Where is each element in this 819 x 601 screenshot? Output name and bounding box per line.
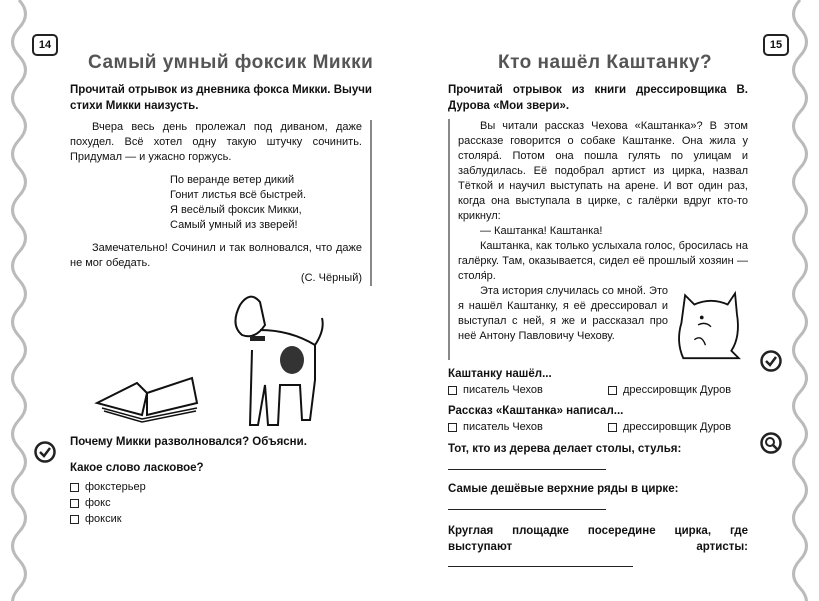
question: Каштанку нашёл... [448, 368, 552, 380]
left-page-content [70, 82, 372, 527]
paragraph: Вы читали рассказ Чехова «Каштанка»? В этом рассказе говорится о собаке Каштанке. Она жила у столяра́. Потом она пошла гулять по улицам и заблудилась. Её подобрал артист из цирка, назвал Тёткой и научил выступать на арене. И вот один раз, когда она выступала в цирке, с галёрки вдруг кто-то крикнул: [458, 120, 748, 222]
option-checkbox[interactable] [608, 419, 731, 435]
task-instruction: Прочитай отрывок из дневника фокса Микки. Выучи стихи Микки наизусть. [70, 84, 372, 112]
page-title: Самый умный фоксик Микки [88, 52, 374, 73]
check-icon [34, 441, 56, 463]
poem-line: По веранде ветер дикий [170, 174, 295, 186]
diary-excerpt [70, 120, 372, 286]
task-instruction: Прочитай отрывок из книги дрессировщика В. Дурова «Мои звери». [448, 84, 748, 112]
option-label: фокстерьер [85, 481, 146, 493]
option-label: дрессировщик Дуров [623, 421, 732, 433]
page-number: 15 [763, 34, 789, 56]
magnifier-icon [760, 432, 782, 454]
book-excerpt [448, 119, 748, 360]
page-title: Кто нашёл Каштанку? [498, 52, 713, 73]
poem [170, 173, 362, 233]
answer-line[interactable] [448, 555, 633, 567]
option-checkbox[interactable] [70, 479, 372, 495]
answer-line[interactable] [448, 498, 606, 510]
question-text: Круглая площадке посередине цирка, где выступают артисты: [448, 525, 748, 553]
fox-terrier-illustration [220, 290, 335, 428]
question: Тот, кто из дерева делает столы, стулья: [448, 443, 682, 455]
question: Самые дешёвые верхние ряды в цирке: [448, 483, 679, 495]
check-icon [760, 350, 782, 372]
paragraph: — Каштанка! Каштанка! [480, 225, 603, 237]
option-checkbox[interactable] [608, 382, 731, 398]
paragraph: Эта история случилась со мной. Это я нашёл Каштанку, я её дрессировал и выступал с ней, я же и рассказал про неё Антону Павловичу Чехову. [458, 285, 668, 342]
author: (С. Чёрный) [300, 272, 362, 284]
right-page-content [448, 82, 748, 572]
question: Почему Микки разволновался? Объясни. [70, 436, 307, 448]
poem-line: Я весёлый фоксик Микки, [170, 204, 302, 216]
option-label: фокс [85, 497, 111, 509]
paragraph: Замечательно! Сочинил и так волновался, что даже не мог обедать. [70, 242, 362, 269]
paragraph: Каштанка, как только услыхала голос, бросилась на галёрку. Там, оказывается, сидел её прошлый хозяин — столя́р. [458, 240, 748, 282]
option-checkbox[interactable] [448, 419, 608, 435]
kashtanka-dog-illustration [674, 286, 748, 360]
option-label: писатель Чехов [463, 384, 543, 396]
question: Рассказ «Каштанка» написал... [448, 405, 624, 417]
option-label: писатель Чехов [463, 421, 543, 433]
question [448, 523, 748, 572]
wavy-border-right [785, 0, 815, 601]
illustrations [70, 290, 372, 428]
answer-line[interactable] [448, 458, 606, 470]
option-label: фоксик [85, 513, 122, 525]
option-checkbox[interactable] [70, 495, 372, 511]
wavy-border-left [4, 0, 34, 601]
book-illustration [92, 353, 212, 428]
question: Какое слово ласковое? [70, 462, 204, 474]
page-number: 14 [32, 34, 58, 56]
option-label: дрессировщик Дуров [623, 384, 732, 396]
paragraph: Вчера весь день пролежал под диваном, даже похудел. Всё хотел одну такую штучку сочинить. Придумал — и ужасно горжусь. [70, 121, 362, 163]
option-checkbox[interactable] [70, 511, 372, 527]
option-checkbox[interactable] [448, 382, 608, 398]
poem-line: Гонит листья всё быстрей. [170, 189, 307, 201]
poem-line: Самый умный из зверей! [170, 219, 298, 231]
